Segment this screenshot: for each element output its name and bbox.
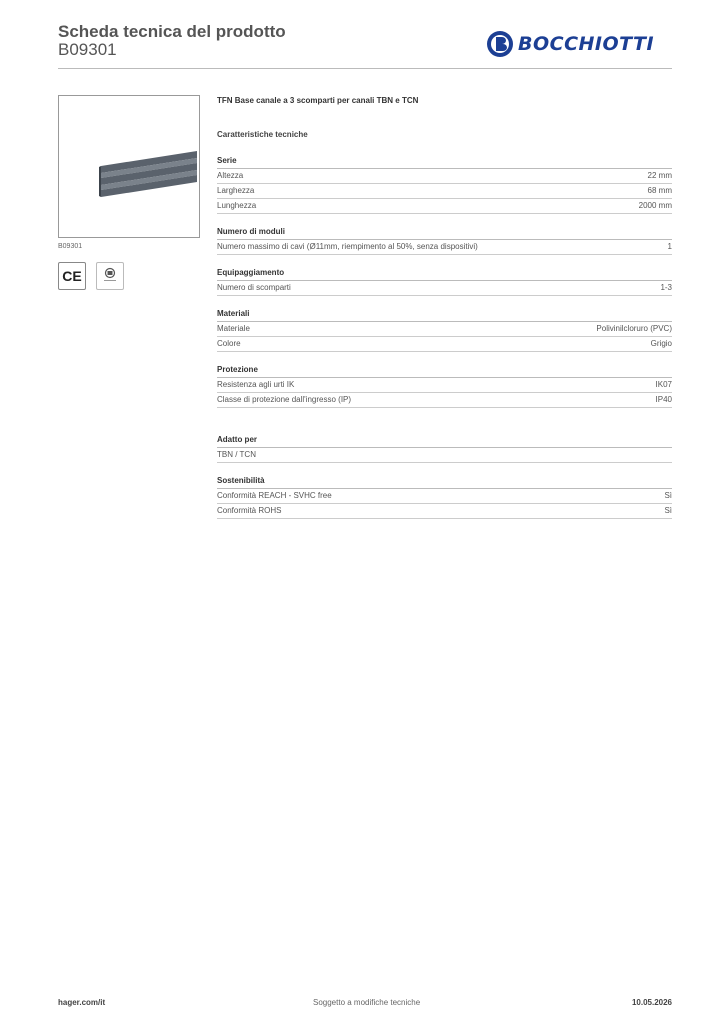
spec-row bbox=[217, 504, 672, 519]
spec-group-title: Equipaggiamento bbox=[217, 267, 672, 281]
product-image-drawing bbox=[59, 96, 199, 237]
spec-group-serie bbox=[217, 155, 672, 214]
spec-content bbox=[217, 95, 672, 519]
spec-label: Lunghezza bbox=[217, 201, 257, 210]
spec-group-equipaggiamento bbox=[217, 267, 672, 296]
footer-site-link[interactable]: hager.com/it bbox=[58, 998, 106, 1007]
spec-label: Larghezza bbox=[217, 186, 255, 195]
spec-value: 2000 mm bbox=[638, 201, 672, 210]
header-divider bbox=[58, 68, 672, 69]
product-code: B09301 bbox=[58, 40, 117, 59]
spec-row bbox=[217, 281, 672, 296]
spec-label: Conformità REACH - SVHC free bbox=[217, 491, 332, 500]
spec-value: Grigio bbox=[650, 339, 672, 348]
spec-row bbox=[217, 489, 672, 504]
spec-label: Numero di scomparti bbox=[217, 283, 291, 292]
bocchiotti-logo-icon bbox=[486, 30, 514, 58]
spec-group-title: Numero di moduli bbox=[217, 226, 672, 240]
spec-group-title: Protezione bbox=[217, 364, 672, 378]
product-description: TFN Base canale a 3 scomparti per canali TBN e TCN bbox=[217, 96, 419, 105]
spec-row bbox=[217, 184, 672, 199]
spec-group-title: Sostenibilità bbox=[217, 475, 672, 489]
spec-row bbox=[217, 240, 672, 255]
spec-value: 1 bbox=[667, 242, 672, 251]
spec-group-materiali bbox=[217, 308, 672, 352]
section-heading: Caratteristiche tecniche bbox=[217, 130, 308, 139]
spec-value: 1-3 bbox=[660, 283, 672, 292]
spec-value: 68 mm bbox=[647, 186, 672, 195]
spec-value: 22 mm bbox=[647, 171, 672, 180]
spec-label: TBN / TCN bbox=[217, 450, 256, 459]
ce-mark-icon bbox=[58, 262, 86, 290]
spec-value: Sì bbox=[664, 506, 672, 515]
spec-group-moduli bbox=[217, 226, 672, 255]
spec-group-title: Materiali bbox=[217, 308, 672, 322]
ce-mark-label: CE bbox=[62, 268, 82, 284]
ul-mark-icon bbox=[96, 262, 124, 290]
footer-note: Soggetto a modifiche tecniche bbox=[313, 998, 421, 1007]
spec-label: Resistenza agli urti IK bbox=[217, 380, 295, 389]
spec-value: Sì bbox=[664, 491, 672, 500]
spec-row bbox=[217, 448, 672, 463]
product-image-caption: B09301 bbox=[58, 243, 83, 250]
page-title: Scheda tecnica del prodotto bbox=[58, 22, 286, 41]
spec-row bbox=[217, 378, 672, 393]
spec-label: Altezza bbox=[217, 171, 244, 180]
spec-value: IP40 bbox=[655, 395, 672, 404]
spec-row bbox=[217, 199, 672, 214]
spec-row bbox=[217, 393, 672, 408]
product-image bbox=[58, 95, 200, 238]
spec-group-adatto bbox=[217, 434, 672, 463]
brand-name: BOCCHIOTTI bbox=[518, 33, 655, 55]
spec-row bbox=[217, 322, 672, 337]
spec-label: Materiale bbox=[217, 324, 250, 333]
spec-group-sostenibilita bbox=[217, 475, 672, 519]
brand-logo bbox=[486, 29, 676, 59]
spec-label: Conformità ROHS bbox=[217, 506, 282, 515]
spec-label: Colore bbox=[217, 339, 241, 348]
spec-value: Polivinilcloruro (PVC) bbox=[596, 324, 672, 333]
ul-mark-drawing bbox=[99, 265, 121, 287]
footer-date: 10.05.2026 bbox=[631, 998, 672, 1007]
spec-value: IK07 bbox=[655, 380, 672, 389]
spec-group-title: Adatto per bbox=[217, 434, 672, 448]
spec-row bbox=[217, 337, 672, 352]
spec-label: Classe di protezione dall'ingresso (IP) bbox=[217, 395, 352, 404]
spec-label: Numero massimo di cavi (Ø11mm, riempimento al 50%, senza dispositivi) bbox=[217, 242, 478, 251]
spec-group-title: Serie bbox=[217, 155, 672, 169]
spec-row bbox=[217, 169, 672, 184]
spec-group-protezione bbox=[217, 364, 672, 408]
